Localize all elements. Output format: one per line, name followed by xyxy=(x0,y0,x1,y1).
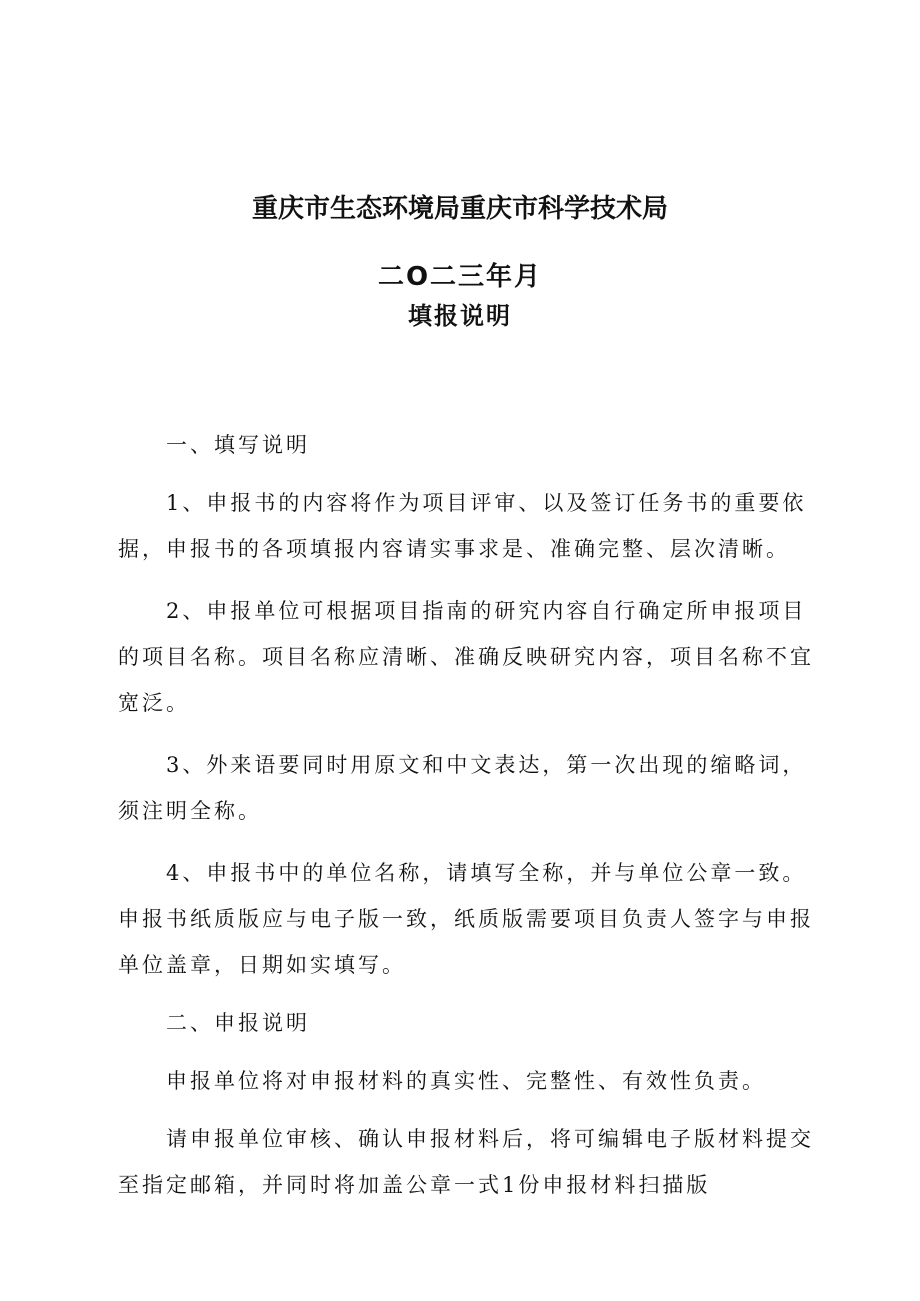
document-body xyxy=(118,422,830,1208)
section-heading-fill-instructions: 一、填写说明 xyxy=(166,433,310,457)
document-date: 二O二三年月 xyxy=(377,262,543,292)
submission-paragraph-1: 申报单位将对申报材料的真实性、完整性、有效性负责。 xyxy=(166,1069,766,1093)
section-heading-submission-instructions: 二、申报说明 xyxy=(166,1011,310,1035)
issuing-organizations: 重庆市生态环境局重庆市科学技术局 xyxy=(251,194,668,224)
submission-paragraph-2: 请申报单位审核、确认申报材料后，将可编辑电子版材料提交至指定邮箱，并同时将加盖公章一式1份申报材料扫描版 xyxy=(118,1127,814,1197)
instruction-item-2: 2、申报单位可根据项目指南的研究内容自行确定所申报项目的项目名称。项目名称应清晰、准确反映研究内容，项目名称不宜宽泛。 xyxy=(118,599,814,715)
instruction-item-4: 4、申报书中的单位名称，请填写全称，并与单位公章一致。申报书纸质版应与电子版一致，纸质版需要项目负责人签字与申报单位盖章，日期如实填写。 xyxy=(118,861,814,977)
document-title: 填报说明 xyxy=(408,302,512,330)
instruction-item-1: 1、申报书的内容将作为项目评审、以及签订任务书的重要依据，申报书的各项填报内容请实事求是、准确完整、层次清晰。 xyxy=(118,491,807,561)
instruction-item-3: 3、外来语要同时用原文和中文表达，第一次出现的缩略词，须注明全称。 xyxy=(118,753,807,823)
